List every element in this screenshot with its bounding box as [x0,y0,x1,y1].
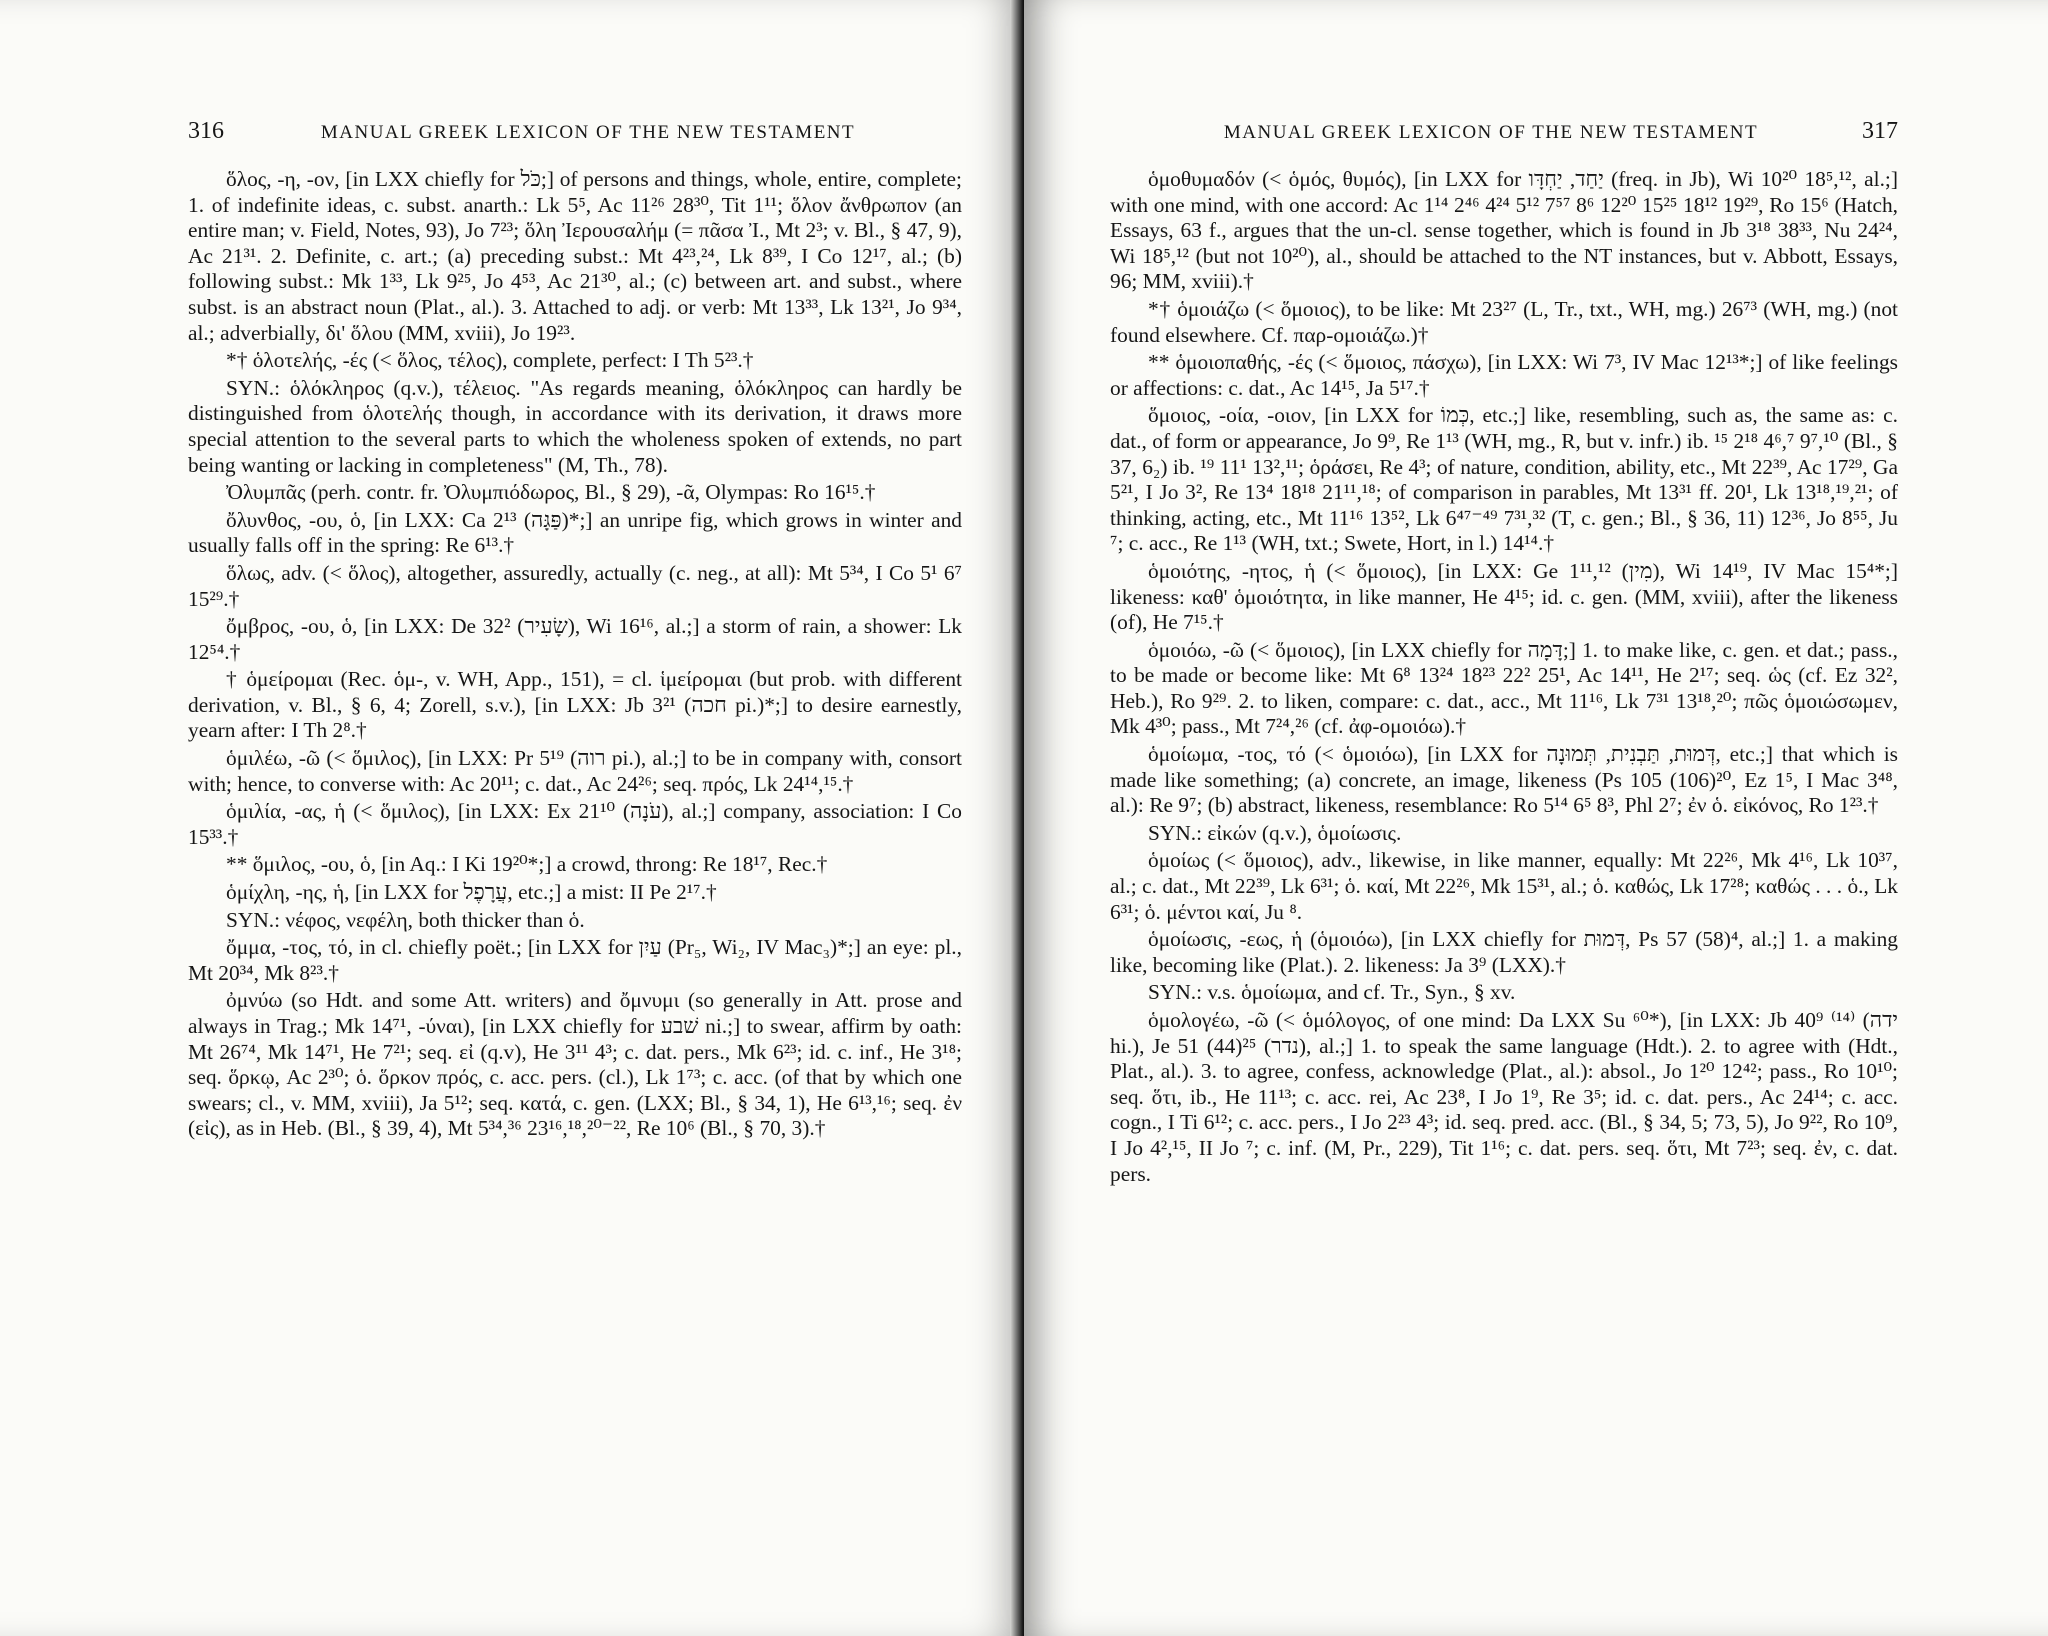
lexicon-entry: ὁμοίωσις, -εως, ἡ (ὁμοιόω), [in LXX chiefly for דְּמוּת, Ps 57 (58)⁴, al.;] 1. a making like, becoming like (Plat.). 2. likeness: Ja 3⁹ (LXX).† [1110,927,1898,977]
lexicon-entry: ὁμοιότης, -ητος, ἡ (< ὅμοιος), [in LXX: Ge 1¹¹,¹² (מִין), Wi 14¹⁹, IV Mac 15⁴*;] likeness: καθ' ὁμοιότητα, in like manner, He 4¹⁵; id. c. gen. (MM, xviii), after the likeness (of), He 7¹⁵.† [1110,558,1898,635]
page-number-left: 316 [188,118,224,144]
lexicon-entry: ὄλυνθος, -ου, ὁ, [in LXX: Ca 2¹³ (פַּגָּה)*;] an unripe fig, which grows in winter and usually falls off in the spring: Re 6¹³.† [188,507,963,558]
lexicon-entry: ** ὅμιλος, -ου, ὁ, [in Aq.: I Ki 19²⁰*;] a crowd, throng: Re 18¹⁷, Rec.† [226,852,828,877]
lexicon-entry: ὁμοίωμα, -τος, τό (< ὁμοιόω), [in LXX for דְּמוּת, תַּבְנִית, תְּמוּנָה, etc.;] that which is made like something; (a) concrete, an image, likeness (Ps 105 (106)²⁰, Ez 1⁵, I Mac 3⁴⁸, al.): Re 9⁷; (b) abstract, likeness, resemblance: Ro 5¹⁴ 6⁵ 8³, Phl 2⁷; ἐν ὁ. εἰκόνος, Ro 1²³.† [1110,742,1899,818]
lexicon-entry: ὅλως, adv. (< ὅλος), altogether, assuredly, actually (c. neg., at all): Mt 5³⁴, I Co 5¹ 6⁷ 15²⁹.† [188,560,962,611]
lexicon-entry: ὄμβρος, -ου, ὁ, [in LXX: De 32² (שָׂעִיר), Wi 16¹⁶, al.;] a storm of rain, a shower: Lk 12⁵⁴.† [188,614,962,664]
lexicon-entry: ὁμίχλη, -ης, ἡ, [in LXX for עֲרָפֶל, etc.;] a mist: II Pe 2¹⁷.† [226,880,717,905]
lexicon-entry: ὁμιλέω, -ῶ (< ὅμιλος), [in LXX: Pr 5¹⁹ (רוה pi.), al.;] to be in company with, consort with; hence, to converse with: Ac 20¹¹; c. dat., Ac 24²⁶; seq. πρός, Lk 24¹⁴,¹⁵.† [188,746,962,796]
lexicon-entry: ὅμοιος, -οία, -οιον, [in LXX for כְּמוֹ, etc.;] like, resembling, such as, the same as: c. dat., of form or appearance, Jo 9⁹, Re 1¹³ (WH, mg., R, but v. infr.) ib. ¹⁵ 2¹⁸ 4⁶,⁷ 9⁷,¹⁰ (Bl., § 37, 6₂) ib. ¹⁹ 11¹ 13²,¹¹; ὁράσει, Re 4³; of nature, condition, ability, etc., Mt 22³⁹, Ac 17²⁹, Ga 5²¹, I Jo 3², Re 13⁴ 18¹⁸ 21¹¹,¹⁸; of comparison in parables, Mt 13³¹ ff. 20¹, Lk 13¹⁸,¹⁹,²¹; of thinking, acting, etc., Mt 11¹⁶ 13⁵², Lk 6⁴⁷⁻⁴⁹ 7³¹,³² (T, c. gen.; Bl., § 36, 11) 12³⁶, Jo 8⁵⁵, Ju ⁷; c. acc., Re 1¹³ (WH, txt.; Swete, Hort, in l.) 14¹⁴.† [1110,403,1899,556]
lexicon-entry: ὁμολογέω, -ῶ (< ὁμόλογος, of one mind: Da LXX Su ⁶⁰*), [in LXX: Jb 40⁹ ⁽¹⁴⁾ (ידה hi.), Je 51 (44)²⁵ (נדר), al.;] 1. to speak the same language (Hdt.). 2. to agree with (Hdt., Plat., al.). 3. to agree, confess, acknowledge (Plat., al.): absol., Jo 1²⁰ 12⁴²; pass., Ro 10¹⁰; seq. ὅτι, ib., He 11¹³; c. acc. rei, Ac 23⁸, I Jo 1⁹, Re 3⁵; id. c. dat. pers., Ac 24¹⁴; c. acc. cogn., I Ti 6¹²; c. acc. pers., I Jo 2²³ 4³; id. seq. pred. acc. (Bl., § 34, 5; 73, 5), Jo 9²², Ro 10⁹, I Jo 4²,¹⁵, II Jo ⁷; c. inf. (M, Pr., 229), Tit 1¹⁶; c. dat. pers. seq. ὅτι, Mt 7²³; seq. ἐν, c. dat. pers. [1110,1008,1898,1186]
left-page [0,0,1020,1636]
lexicon-entry: ὁμοίως (< ὅμοιος), adv., likewise, in like manner, equally: Mt 22²⁶, Mk 4¹⁶, Lk 10³⁷, al.; c. dat., Mt 22³⁹, Lk 6³¹; ὁ. καί, Mt 22²⁶, Mk 15³¹, al.; ὁ. καθώς, Lk 17²⁸; καθώς . . . ὁ., Lk 6³¹; ὁ. μέντοι καί, Ju ⁸. [1110,848,1898,924]
running-head-left [188,118,962,145]
lexicon-entry: ὁμοιόω, -ῶ (< ὅμοιος), [in LXX chiefly for דָּמָה;] 1. to make like, c. gen. et dat.; pass., to be made or become like: Mt 6⁸ 13²⁴ 18²³ 22² 25¹, Ac 14¹¹, He 2¹⁷; seq. ὡς (cf. Ez 32², Heb.), Ro 9²⁹. 2. to liken, compare: c. dat., acc., Mt 11¹⁶, Lk 7³¹ 13¹⁸,²⁰; πῶς ὁμοιώσωμεν, Mk 4³⁰; pass., Mt 7²⁴,²⁶ (cf. ἀφ-ομοιόω).† [1110,637,1898,739]
running-title-left: MANUAL GREEK LEXICON OF THE NEW TESTAMENT [320,122,856,143]
running-head-right [1110,118,1898,145]
right-page [1024,0,2048,1636]
lexicon-entry: ὀμνύω (so Hdt. and some Att. writers) and ὄμνυμι (so generally in Att. prose and always in Trag.; Mk 14⁷¹, -ύναι), [in LXX chiefly for שׁבע ni.;] to swear, affirm by oath: Mt 26⁷⁴, Mk 14⁷¹, He 7²¹; seq. εἰ (q.v), He 3¹¹ 4³; c. dat. pers., Mk 6²³; id. c. inf., He 3¹⁸; seq. ὅρκῳ, Ac 2³⁰; ὁ. ὅρκον πρός, c. acc. pers. (cl.), Lk 1⁷³; c. acc. (of that by which one swears; cl., v. MM, xviii), Ja 5¹²; seq. κατά, c. gen. (LXX; Bl., § 34, 1), He 6¹³,¹⁶; seq. ἐν (εἰς), as in Heb. (Bl., § 39, 4), Mt 5³⁴,³⁶ 23¹⁶,¹⁸,²⁰⁻²², Re 10⁶ (Bl., § 70, 3).† [188,988,962,1141]
lexicon-entry: *† ὁλοτελής, -ές (< ὅλος, τέλος), complete, perfect: I Th 5²³.† [226,348,754,373]
lexicon-entry: SYN.: v.s. ὁμοίωμα, and cf. Tr., Syn., § xv. [1148,980,1516,1005]
lexicon-entry: SYN.: νέφος, νεφέλη, both thicker than ὁ. [226,907,585,932]
entries-right [1110,167,1898,1187]
lexicon-entry: ὅλος, -η, -ον, [in LXX chiefly for כֹּל;] of persons and things, whole, entire, complete; 1. of indefinite ideas, c. subst. anarth.: Lk 5⁵, Ac 11²⁶ 28³⁰, Tit 1¹¹; ὅλον ἄνθρωπον (an entire man; v. Field, Notes, 93), Jo 7²³; ὅλη Ἰερουσαλήμ (= πᾶσα Ἰ., Mt 2³; v. Bl., § 47, 9), Ac 21³¹. 2. Definite, c. art.; (a) preceding subst.: Mt 4²³,²⁴, Lk 8³⁹, I Co 12¹⁷, al.; (b) following subst.: Mk 1³³, Lk 9²⁵, Jo 4⁵³, Ac 21³⁰, al.; (c) between art. and subst., where subst. is an abstract noun (Plat., al.). 3. Attached to adj. or verb: Mt 13³³, Lk 13²¹, Jo 9³⁴, al.; adverbially, δι' ὅλου (MM, xviii), Jo 19²³. [188,167,962,345]
page-number-right: 317 [1862,118,1898,144]
lexicon-entry: ὄμμα, -τος, τό, in cl. chiefly poët.; [in LXX for עַיִן (Pr₅, Wi₂, IV Mac₃)*;] an eye: pl., Mt 20³⁴, Mk 8²³.† [188,935,962,985]
lexicon-entry: † ὁμείρομαι (Rec. ὁμ-, v. WH, App., 151), = cl. ἱμείρομαι (but prob. with different derivation, v. Bl., § 6, 4; Zorell, s.v.), [in LXX: Jb 3²¹ (חכה pi.)*;] to desire earnestly, yearn after: I Th 2⁸.† [188,667,963,743]
lexicon-entry: ὁμιλία, -ας, ἡ (< ὅμιλος), [in LXX: Ex 21¹⁰ (עֹנָה), al.;] company, association: I Co 15³³.† [188,799,962,849]
entries-left [188,167,962,1142]
lexicon-entry: Ὀλυμπᾶς (perh. contr. fr. Ὀλυμπιόδωρος, Bl., § 29), -ᾶ, Olympas: Ro 16¹⁵.† [226,480,876,505]
lexicon-entry: SYN.: εἰκών (q.v.), ὁμοίωσις. [1148,820,1402,845]
running-title-right: MANUAL GREEK LEXICON OF THE NEW TESTAMENT [1223,122,1759,143]
lexicon-entry: SYN.: ὁλόκληρος (q.v.), τέλειος. "As regards meaning, ὁλόκληρος can hardly be distinguished from ὁλοτελής though, in accordance with its derivation, it draws more special attention to the several parts to which the wholeness spoken of extends, no part being wanting or lacking in completeness" (M, Th., 78). [188,375,962,477]
lexicon-entry: *† ὁμοιάζω (< ὅμοιος), to be like: Mt 23²⁷ (L, Tr., txt., WH, mg.) 26⁷³ (WH, mg.) (not found elsewhere. Cf. παρ-ομοιάζω.)† [1110,296,1898,347]
lexicon-entry: ** ὁμοιοπαθής, -ές (< ὅμοιος, πάσχω), [in LXX: Wi 7³, IV Mac 12¹³*;] of like feelings or affections: c. dat., Ac 14¹⁵, Ja 5¹⁷.† [1110,350,1898,400]
lexicon-entry: ὁμοθυμαδόν (< ὁμός, θυμός), [in LXX for יַחַד, יַחְדָּו (freq. in Jb), Wi 10²⁰ 18⁵,¹², al.;] with one mind, with one accord: Ac 1¹⁴ 2⁴⁶ 4²⁴ 5¹² 7⁵⁷ 8⁶ 12²⁰ 15²⁵ 18¹² 19²⁹, Ro 15⁶ (Hatch, Essays, 63 f., argues that the un-cl. sense together, which is found in Jb 3¹⁸ 38³³, Nu 24²⁴, Wi 18⁵,¹² (but not 10²⁰), al., should be attached to the NT instances, but v. Abbott, Essays, 96; MM, xviii).† [1110,167,1898,294]
